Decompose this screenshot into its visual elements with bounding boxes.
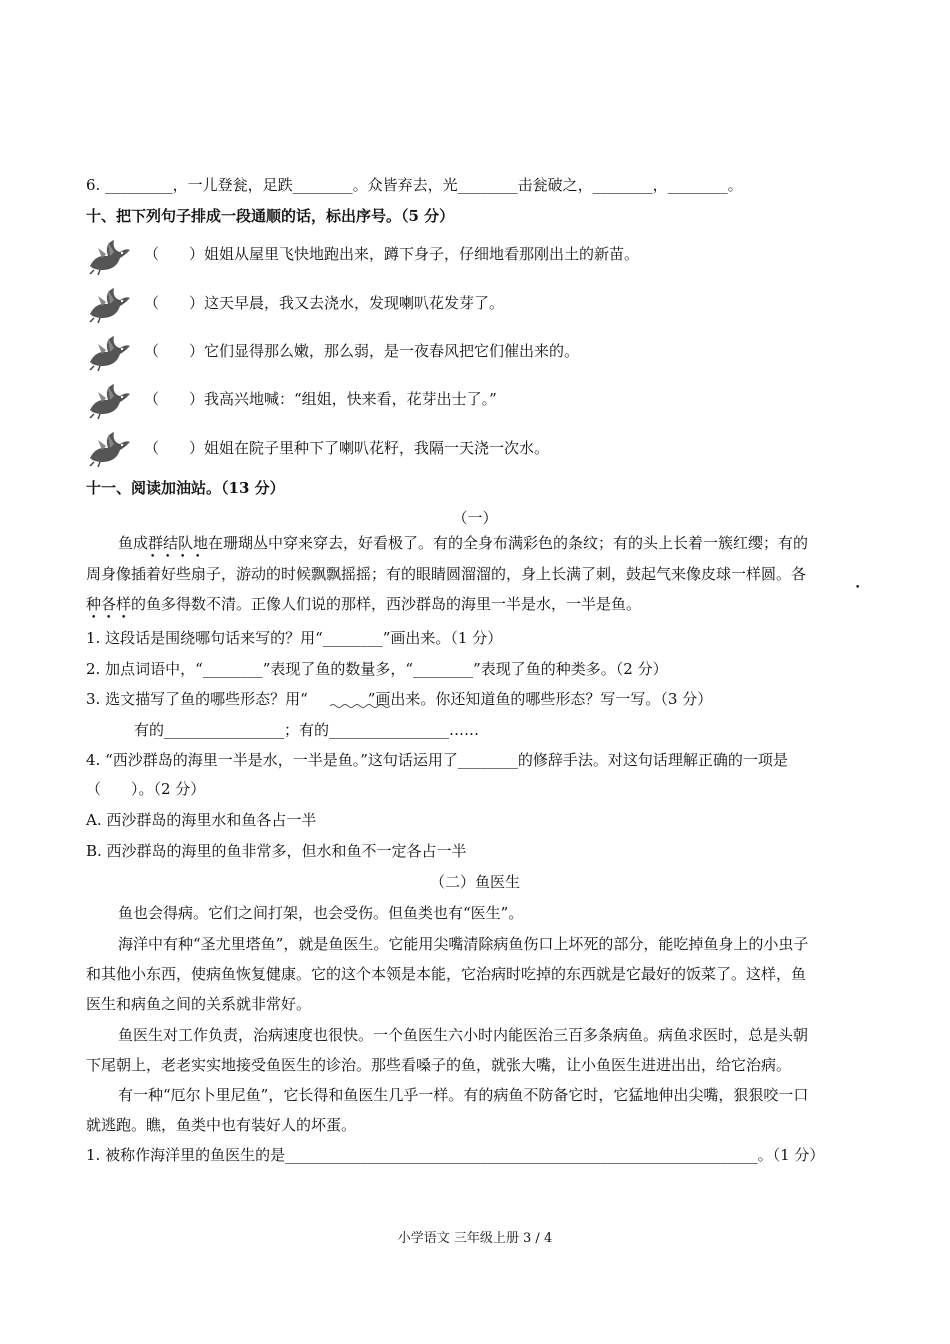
emphasis-dot: •	[150, 552, 156, 562]
bird-icon	[86, 428, 132, 468]
part1-question: 3. 选文描写了鱼的哪些形态？用“ ”画出来。你还知道鱼的哪些形态？写一写。（3 分）	[86, 690, 713, 708]
emphasis-dot: •	[106, 613, 112, 623]
bird-icon	[86, 236, 132, 276]
sort-item-4: （ ）我高兴地喊：“组姐，快来看，花芽出士了。”	[144, 390, 497, 408]
part1-para-line: 周身像插着好些扇子，游动的时候飘飘摇摇；有的眼睛圆溜溜的，身上长满了刺，鼓起气来像皮球一样圆。各	[86, 565, 807, 583]
part1-question: （ ）。（2 分）	[86, 780, 206, 798]
part2-para-line: 鱼也会得病。它们之间打架，也会受伤。但鱼类也有“医生”。	[118, 904, 524, 922]
part1-question: 1. 这段话是围绕哪句话来写的？用“________”画出来。（1 分）	[86, 629, 503, 647]
page-footer: 小学语文 三年级上册 3 / 4	[397, 1231, 553, 1246]
emphasis-dot: •	[121, 613, 127, 623]
part2-para-line: 有一种“厄尔卜里尼鱼”，它长得和鱼医生几乎一样。有的病鱼不防备它时，它猛地伸出尖嘴，狠狠咬一口	[118, 1086, 809, 1104]
q6-line: 6. _________，一儿登瓮，足跌________。众皆弃去，光________击瓮破之，________，________。	[86, 176, 743, 194]
section11-title: 十一、阅读加油站。（13 分）	[86, 479, 285, 497]
option-a: A. 西沙群岛的海里水和鱼各占一半	[86, 811, 317, 829]
part1-question: 4. “西沙群岛的海里一半是水，一半是鱼。”这句话运用了________的修辞手法。对这句话理解正确的一项是	[86, 751, 788, 769]
bird-icon	[86, 332, 132, 372]
part2-para-line: 海洋中有种“圣尤里塔鱼”，就是鱼医生。它能用尖嘴清除病鱼伤口上坏死的部分，能吃掉鱼身上的小虫子	[118, 935, 809, 953]
part2-question: 1. 被称作海洋里的鱼医生的是_______________________________________________________________。（1 分）	[86, 1146, 825, 1164]
part1-question: 2. 加点词语中，“________”表现了鱼的数量多，“________”表现了鱼的种类多。（2 分）	[86, 660, 668, 678]
part2-para-line: 和其他小东西，使病鱼恢复健康。它的这个本领是本能，它治病时吃掉的东西就是它最好的饭菜了。这样，鱼	[86, 965, 807, 983]
emphasis-dot: •	[195, 552, 201, 562]
emphasis-dot: •	[855, 583, 861, 593]
bird-icon	[86, 284, 132, 324]
part1-heading: （一）	[452, 509, 498, 527]
emphasis-dot: •	[91, 613, 97, 623]
bird-icon	[86, 380, 132, 420]
answer-line: 有的________________；有的________________……	[134, 721, 480, 739]
part2-para-line: 医生和病鱼之间的关系就非常好。	[86, 995, 312, 1013]
part2-para-line: 就逃跑。瞧，鱼类中也有装好人的坏蛋。	[86, 1116, 357, 1134]
part1-para-line: 种各样的鱼多得数不清。正像人们说的那样，西沙群岛的海里一半是水，一半是鱼。	[86, 595, 642, 613]
sort-item-2: （ ）这天早晨，我又去浇水，发现喇叭花发芽了。	[144, 294, 505, 312]
sort-item-1: （ ）姐姐从屋里飞快地跑出来，蹲下身子，仔细地看那刚出土的新苗。	[144, 245, 640, 263]
wavy-underline	[330, 703, 392, 709]
emphasis-dot: •	[165, 552, 171, 562]
part1-para-line: 鱼成群结队地在珊瑚丛中穿来穿去，好看极了。有的全身布满彩色的条纹；有的头上长着一簇红缨；有的	[118, 534, 809, 552]
part2-heading: （二）鱼医生	[429, 873, 520, 891]
option-b: B. 西沙群岛的海里的鱼非常多，但水和鱼不一定各占一半	[86, 842, 467, 860]
sort-item-5: （ ）姐姐在院子里种下了喇叭花籽，我隔一天浇一次水。	[144, 439, 550, 457]
sort-item-3: （ ）它们显得那么嫩，那么弱，是一夜春风把它们催出来的。	[144, 342, 580, 360]
emphasis-dot: •	[180, 552, 186, 562]
part2-para-line: 鱼医生对工作负责，治病速度也很快。一个鱼医生六小时内能医治三百多条病鱼。病鱼求医时，总是头朝	[118, 1026, 809, 1044]
section10-title: 十、把下列句子排成一段通顺的话，标出序号。（5 分）	[86, 207, 455, 225]
part2-para-line: 下尾朝上，老老实实地接受鱼医生的诊治。那些看嗓子的鱼，就张大嘴，让小鱼医生进进出出，给它治病。	[86, 1056, 792, 1074]
